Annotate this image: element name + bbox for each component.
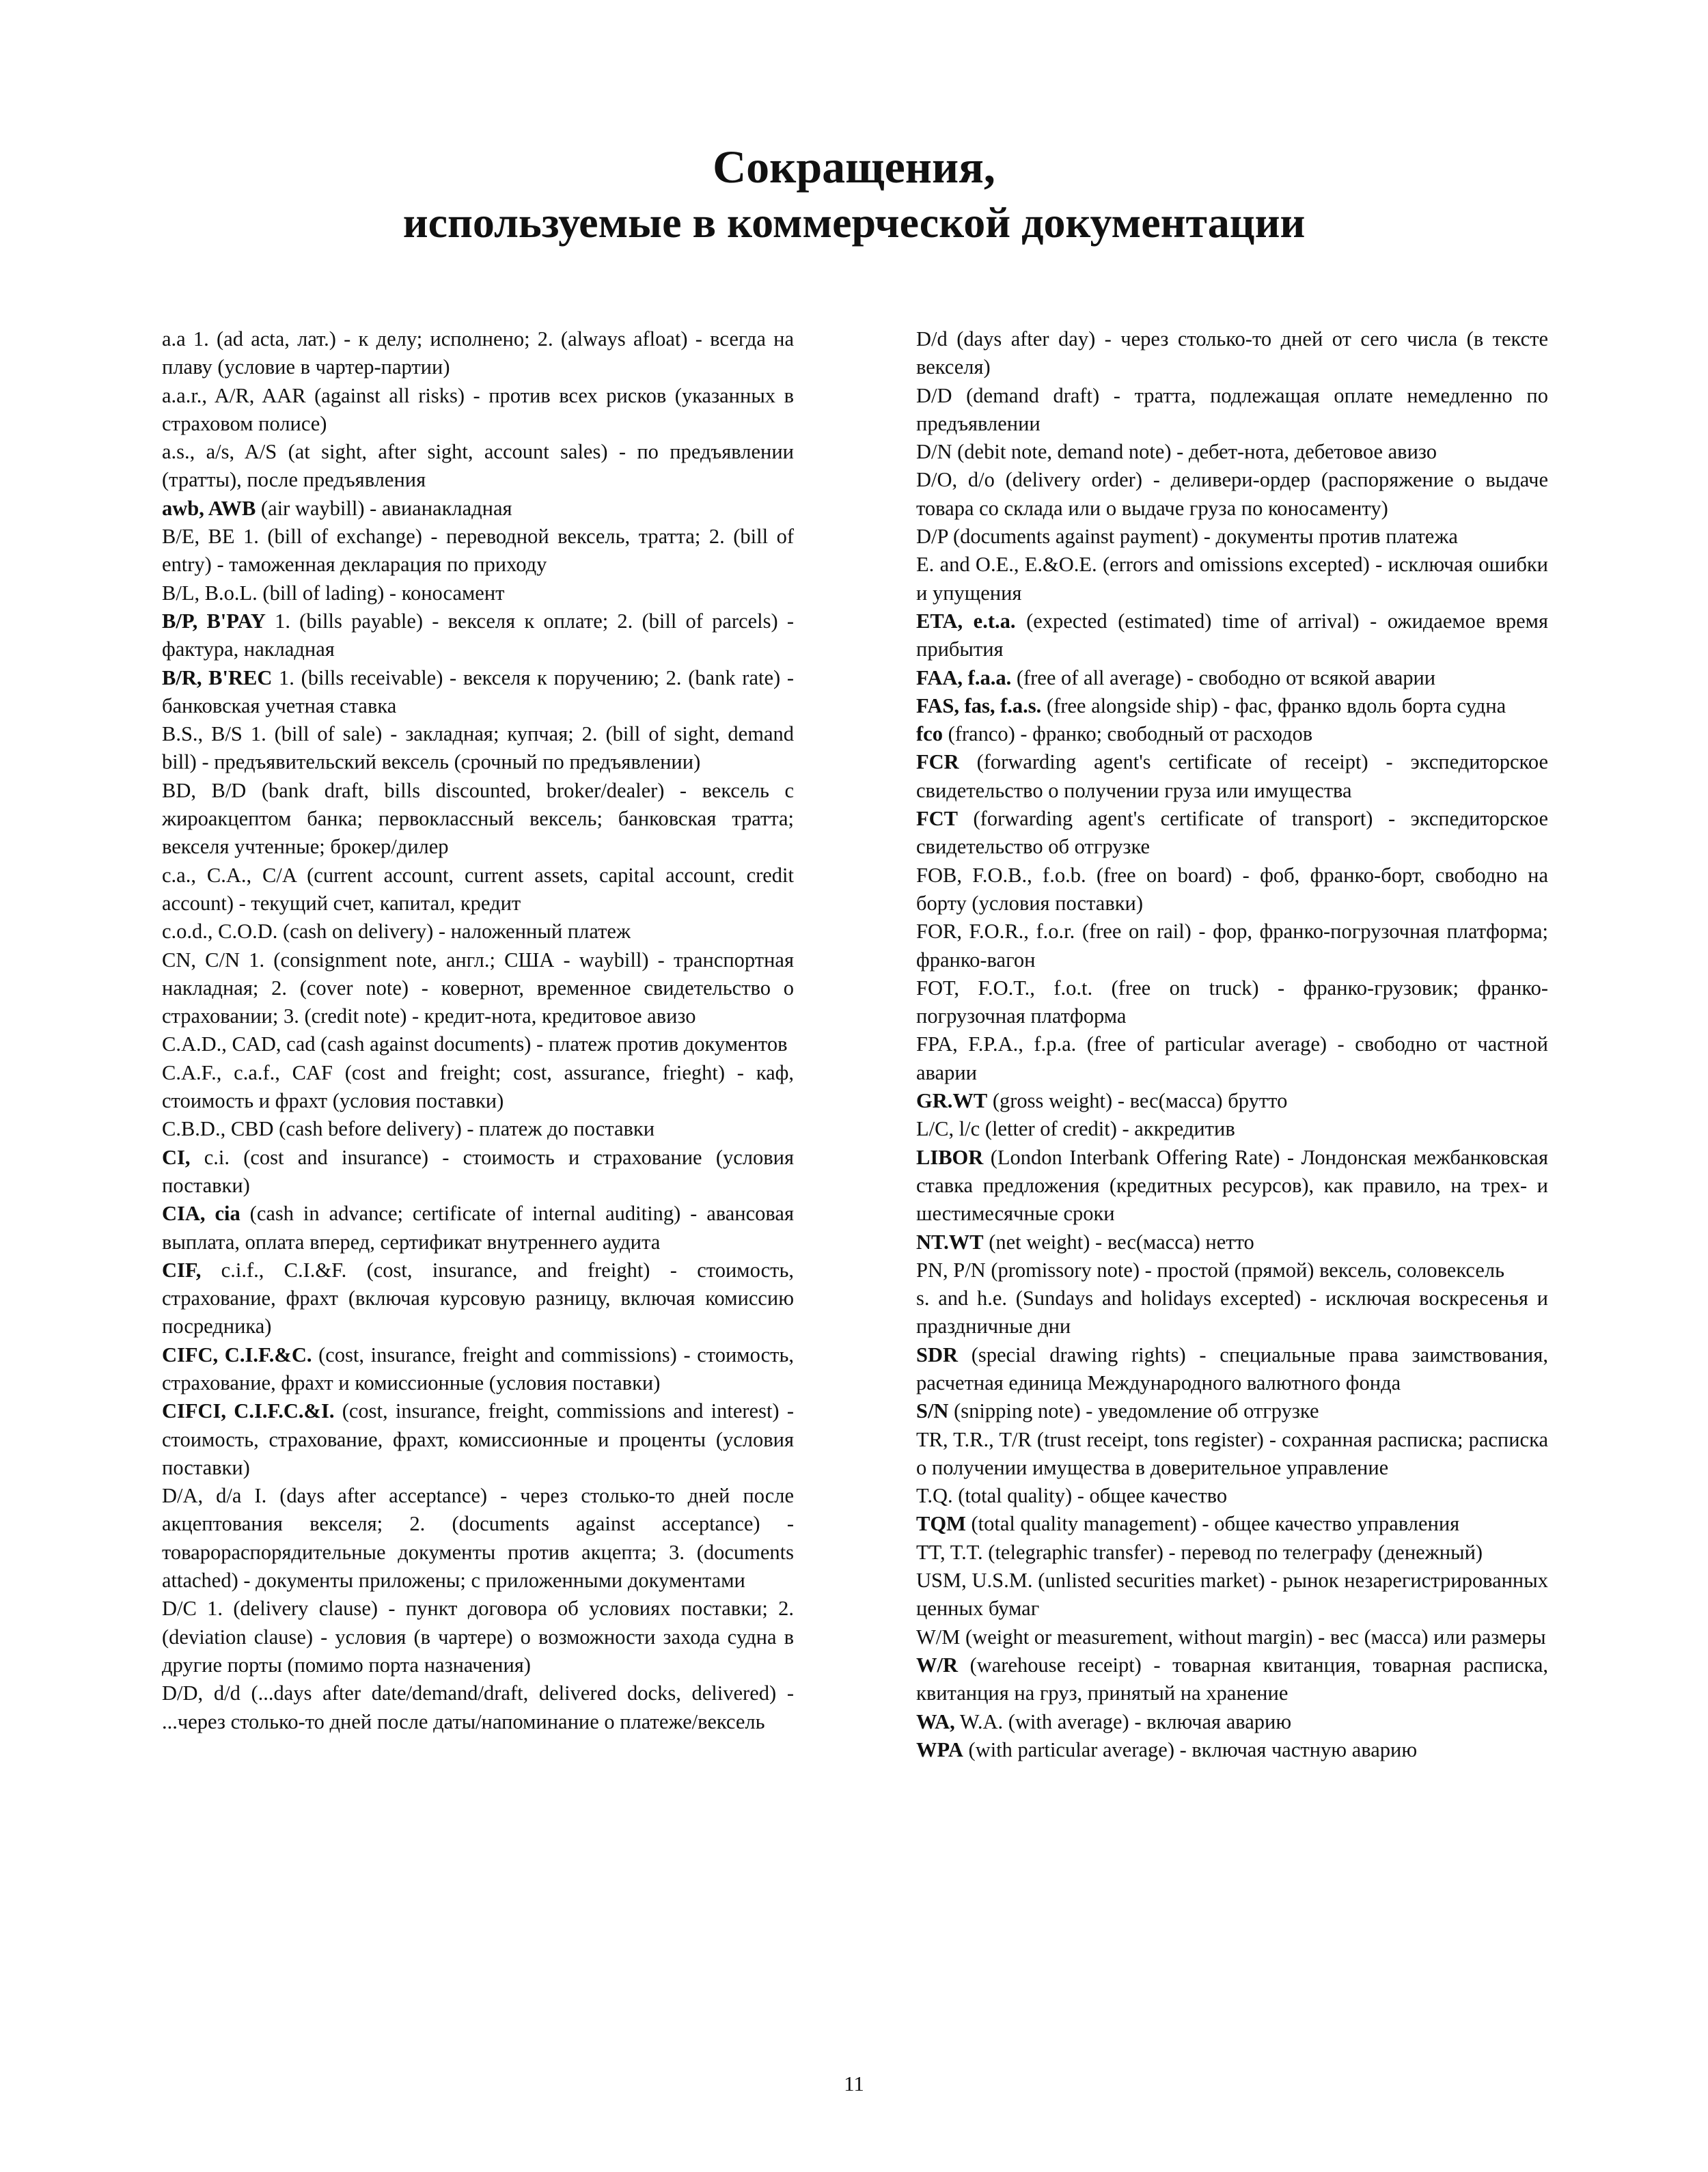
entry-definition: B/L, B.o.L. (bill of lading) - коносамент [162,581,505,605]
entry-definition: B/E, BE 1. (bill of exchange) - переводной вексель, тратта; 2. (bill of entry) - таможенная декларация по приходу [162,525,794,577]
entry-definition: D/P (documents against payment) - документы против платежа [916,525,1458,549]
title-line-2: используемые в коммерческой документации [402,198,1306,247]
glossary-entry [162,1030,794,1058]
glossary-entry [916,1341,1548,1398]
entry-abbreviation: B/R, B'REC [162,665,273,689]
entry-definition: D/D, d/d (...days after date/demand/draft, delivered docks, delivered) - ...через столько-то дней после даты/напоминание о платеже/вексель [162,1681,794,1733]
glossary-entry [916,1736,1548,1764]
entry-definition: C.A.F., c.a.f., CAF (cost and freight; cost, assurance, frieght) - каф, стоимость и фрахт (условия поставки) [162,1060,794,1113]
glossary-entry [916,1510,1548,1538]
glossary-entry [916,862,1548,918]
entry-definition: L/C, l/c (letter of credit) - аккредитив [916,1117,1235,1141]
glossary-entry [916,325,1548,382]
glossary-entry [162,382,794,439]
glossary-entry [162,720,794,777]
right-column [916,325,1548,1764]
glossary-entry [162,325,794,382]
entry-definition: (air waybill) - авианакладная [256,496,512,520]
glossary-entry [162,1115,794,1143]
glossary-entry [916,1228,1548,1256]
entry-definition: B.S., B/S 1. (bill of sale) - закладная; купчая; 2. (bill of sight, demand bill) - предъявительский вексель (срочный по предъявлении) [162,722,794,774]
glossary-entry [162,1256,794,1341]
glossary-entry [916,918,1548,974]
glossary-entry [162,438,794,495]
entry-definition: (net weight) - вес(масса) нетто [983,1230,1254,1254]
entry-abbreviation: CIA, cia [162,1202,240,1226]
entry-abbreviation: WA, [916,1709,955,1733]
entry-definition: 1. (bills receivable) - векселя к поручению; 2. (bank rate) - банковская учетная ставка [162,665,794,717]
entry-definition: C.B.D., CBD (cash before delivery) - платеж до поставки [162,1117,655,1141]
entry-abbreviation: CIFCI, C.I.F.C.&I. [162,1399,335,1423]
entry-abbreviation: FCR [916,750,959,774]
entry-abbreviation: W/R [916,1653,958,1677]
entry-definition: E. and O.E., E.&O.E. (errors and omissions excepted) - исключая ошибки и упущения [916,553,1548,605]
glossary-entry [916,748,1548,805]
glossary-entry [916,1284,1548,1341]
entry-definition: T.Q. (total quality) - общее качество [916,1484,1228,1508]
glossary-entry [162,1144,794,1200]
glossary-entry [916,1651,1548,1708]
glossary-entry [916,382,1548,439]
entry-definition: (free of all average) - свободно от всякой аварии [1011,665,1436,689]
entry-abbreviation: NT.WT [916,1230,984,1254]
glossary-entry [162,1482,794,1595]
glossary-entry [162,946,794,1031]
glossary-entry [916,1144,1548,1228]
left-column [162,325,794,1736]
entry-abbreviation: WPA [916,1737,963,1761]
entry-definition: D/C 1. (delivery clause) - пункт договора об условиях поставки; 2. (deviation clause) - условия (в чартере) о возможности захода судна в другие порты (помимо порта назначения) [162,1597,794,1677]
entry-abbreviation: FAS, fas, f.a.s. [916,693,1042,717]
glossary-entry [162,862,794,918]
entry-abbreviation: GR.WT [916,1089,988,1113]
glossary-entry [916,1539,1548,1567]
entry-definition: 1. (bills payable) - векселя к оплате; 2. (bill of parcels) - фактура, накладная [162,609,794,661]
entry-definition: TR, T.R., T/R (trust receipt, tons register) - сохранная расписка; расписка о получении имущества в доверительное управление [916,1427,1548,1479]
glossary-entry [162,579,794,607]
glossary-entry [916,664,1548,692]
entry-definition: FPA, F.P.A., f.p.a. (free of particular average) - свободно от частной аварии [916,1032,1548,1084]
entry-abbreviation: FAA, f.a.a. [916,665,1012,689]
glossary-entry [916,1397,1548,1425]
entry-definition: D/D (demand draft) - тратта, подлежащая оплате немедленно по предъявлении [916,383,1548,435]
entry-abbreviation: B/P, B'PAY [162,609,266,633]
entry-definition: a.a.r., A/R, AAR (against all risks) - против всех рисков (указанных в страховом полисе) [162,383,794,435]
entry-definition: (warehouse receipt) - товарная квитанция, товарная расписка, квитанция на груз, принятый на хранение [916,1653,1548,1705]
glossary-entry [162,523,794,579]
entry-definition: (free alongside ship) - фас, франко вдоль борта судна [1041,693,1506,717]
entry-definition: (cost, insurance, freight and commissions) - стоимость, страхование, фрахт и комиссионные (условия поставки) [162,1343,795,1394]
glossary-entry [162,918,794,946]
entry-definition: D/d (days after day) - через столько-то дней от сего числа (в тексте векселя) [916,327,1548,379]
entry-definition: C.A.D., CAD, cad (cash against documents) - платеж против документов [162,1032,788,1056]
glossary-entry [916,466,1548,523]
glossary-entry [916,1426,1548,1483]
entry-abbreviation: ETA, e.t.a. [916,609,1016,633]
entry-definition: a.s., a/s, A/S (at sight, after sight, account sales) - по предъявлении (тратты), после предъявления [162,440,794,492]
entry-abbreviation: CI, [162,1145,191,1169]
glossary-entry [916,551,1548,607]
entry-definition: BD, B/D (bank draft, bills discounted, broker/dealer) - вексель с жироакцептом банка; первоклассный вексель; банковская тратта; векселя учтенные; брокер/дилер [162,778,794,859]
glossary-entry [916,1708,1548,1736]
entry-abbreviation: awb, AWB [162,496,256,520]
glossary-entry [916,974,1548,1031]
entry-definition: c.i. (cost and insurance) - стоимость и страхование (условия поставки) [162,1145,794,1197]
entry-definition: (gross weight) - вес(масса) брутто [987,1089,1288,1113]
glossary-entry [916,1030,1548,1087]
entry-definition: TT, T.T. (telegraphic transfer) - перевод по телеграфу (денежный) [916,1540,1483,1564]
entry-abbreviation: LIBOR [916,1145,984,1169]
entry-definition: (snipping note) - уведомление об отгрузке [948,1399,1319,1423]
entry-definition: a.a 1. (ad acta, лат.) - к делу; исполнено; 2. (always afloat) - всегда на плаву (условие в чартер-партии) [162,327,794,379]
entry-definition: c.a., C.A., C/A (current account, current assets, capital account, credit account) - текущий счет, капитал, кредит [162,863,794,915]
entry-definition: W/M (weight or measurement, without margin) - вес (масса) или размеры [916,1625,1546,1649]
glossary-entry [162,1397,794,1482]
entry-definition: (franco) - франко; свободный от расходов [942,722,1313,746]
entry-abbreviation: fco [916,722,943,746]
entry-definition: (cash in advance; certificate of internal auditing) - авансовая выплата, оплата вперед, сертификат внутреннего аудита [162,1202,794,1254]
glossary-entry [916,1623,1548,1651]
entry-abbreviation: TQM [916,1512,966,1536]
glossary-entry [162,1200,794,1256]
entry-abbreviation: FCT [916,807,958,831]
entry-definition: (cost, insurance, freight, commissions and interest) - стоимость, страхование, фрахт, комиссионные и проценты (условия поставки) [162,1399,794,1479]
entry-definition: PN, P/N (promissory note) - простой (прямой) вексель, соловексель [916,1258,1504,1282]
glossary-entry [916,1087,1548,1115]
entry-definition: D/N (debit note, demand note) - дебет-нота, дебетовое авизо [916,440,1437,464]
glossary-entry [916,1115,1548,1143]
glossary-entry [916,692,1548,720]
glossary-entry [162,495,794,523]
entry-definition: c.i.f., C.I.&F. (cost, insurance, and freight) - стоимость, страхование, фрахт (включая курсовую разницу, включая комиссию посредника) [162,1258,794,1338]
entry-definition: FOR, F.O.R., f.o.r. (free on rail) - фор, франко-погрузочная платформа; франко-вагон [916,920,1548,972]
glossary-entry [162,1595,794,1679]
entry-definition: D/O, d/o (delivery order) - деливери-ордер (распоряжение о выдаче товара со склада или о выдаче груза по коносаменту) [916,468,1548,520]
glossary-entry [162,1679,794,1736]
entry-definition: FOT, F.O.T., f.o.t. (free on truck) - франко-грузовик; франко-погрузочная платформа [916,976,1548,1028]
entry-definition: (total quality management) - общее качество управления [965,1512,1460,1536]
entry-definition: W.A. (with average) - включая аварию [954,1709,1292,1733]
glossary-entry [916,1482,1548,1510]
page-number: 11 [844,2072,864,2095]
entry-abbreviation: SDR [916,1343,959,1366]
entry-definition: (forwarding agent's certificate of transport) - экспедиторское свидетельство об отгрузке [916,807,1548,859]
glossary-entry [162,1341,794,1398]
entry-abbreviation: S/N [916,1399,949,1423]
entry-definition: (expected (estimated) time of arrival) - ожидаемое время прибытия [916,609,1548,661]
glossary-entry [916,805,1548,862]
page-title [0,140,1708,248]
entry-definition: (special drawing rights) - специальные права заимствования, расчетная единица Международного валютного фонда [916,1343,1548,1394]
glossary-entry [916,607,1548,664]
glossary-entry [916,1256,1548,1284]
entry-definition: USM, U.S.M. (unlisted securities market) - рынок незарегистрированных ценных бумаг [916,1569,1548,1621]
entry-abbreviation: CIFC, C.I.F.&C. [162,1343,312,1366]
entry-definition: (with particular average) - включая частную аварию [963,1737,1418,1761]
entry-definition: c.o.d., C.O.D. (cash on delivery) - наложенный платеж [162,920,631,944]
title-line-1: Сокращения, [713,141,995,193]
glossary-entry [162,1059,794,1116]
glossary-entry [162,664,794,721]
entry-definition: FOB, F.O.B., f.o.b. (free on board) - фоб, франко-борт, свободно на борту (условия поставки) [916,863,1548,915]
entry-definition: s. and h.e. (Sundays and holidays excepted) - исключая воскресенья и праздничные дни [916,1287,1548,1338]
glossary-entry [162,777,794,862]
entry-definition: (forwarding agent's certificate of receipt) - экспедиторское свидетельство о получении груза или имущества [916,750,1548,802]
entry-definition: (London Interbank Offering Rate) - Лондонская межбанковская ставка предложения (кредитных ресурсов), как правило, на трех- и шестимесячные сроки [916,1145,1548,1226]
glossary-entry [916,523,1548,551]
glossary-entry [916,720,1548,748]
glossary-entry [916,1567,1548,1623]
glossary-entry [916,438,1548,466]
entry-definition: CN, C/N 1. (consignment note, англ.; США - waybill) - транспортная накладная; 2. (cover note) - ковернот, временное свидетельство о страховании; 3. (credit note) - кредит-нота, кредитовое авизо [162,948,794,1028]
entry-definition: D/A, d/a I. (days after acceptance) - через столько-то дней после акцептования векселя; 2. (documents against acceptance) - товарораспорядительные документы против акцепта; 3. (documents attached) - документы приложены; с приложенными документами [162,1484,794,1593]
entry-abbreviation: CIF, [162,1258,202,1282]
glossary-entry [162,607,794,664]
